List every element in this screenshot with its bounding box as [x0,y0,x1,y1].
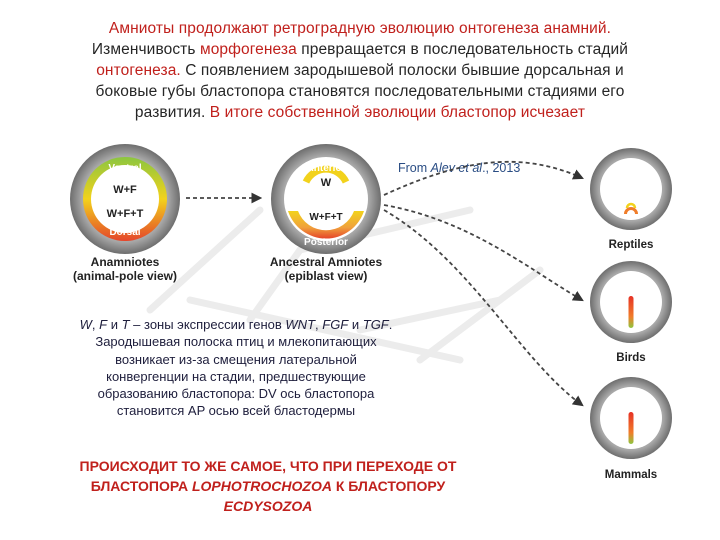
header-l1: Амниоты продолжают ретроградную эволюцию онтогенеза анамний. [108,20,612,37]
conclusion-l2b: LOPHOTROCHOZOA [191,478,332,494]
header-l2a: Изменчивость [91,41,200,58]
header-l3a: онтогенеза. [96,62,181,79]
source-prefix: From [398,161,431,175]
mid-c5: и [348,317,363,332]
amniote-w-label: W [320,177,332,189]
explanation-line-2: Зародышевая полоска птиц и млекопитающих [95,334,377,350]
header-l2c: превращается в последовательность стадий [296,41,629,58]
amniote-caption [251,255,401,283]
anamniote-caption [55,255,195,283]
conclusion-line-3: ECDYSOZOA [223,498,313,514]
anamniote-wf-label: W+F [113,184,137,196]
amniote-bottom-label: Posterior [304,237,348,248]
mid-c4: , [315,317,323,332]
mid-f: F [99,317,108,332]
amniote-top-label: Anterior [306,163,346,174]
mammals-embryo [590,377,672,459]
arrow-to-reptiles [384,162,582,195]
amniote-caption-1: Ancestral Amniotes [269,255,383,269]
explanation-line-6: становится AP осью всей бластодермы [116,403,356,419]
header-l5b: В итоге собственной эволюции бластопор исчезает [209,104,586,121]
mid-tgf: TGF [362,317,389,332]
conclusion-l2a: БЛАСТОПОРА [90,478,192,494]
birds-caption: Birds [616,352,646,364]
header-l4: боковые губы бластопора становятся последовательными стадиями его [95,83,625,100]
explanation-line-4: конвергенции на стадии, предшествующие [106,368,366,384]
source-suffix: ., 2013 [482,161,521,175]
amniote-caption-2: (epiblast view) [284,269,368,283]
anamniote-bottom-label: Dorsal [109,227,141,238]
mammals-caption: Mammals [604,469,658,481]
header-l5a: развития. [134,104,210,121]
anamniote-embryo [70,144,180,254]
conclusion-line-2 [18,476,518,496]
explanation-line-1 [26,316,446,333]
explanation-line-3: возникает из-за смещения латеральной [115,351,357,367]
reptiles-embryo [590,148,672,230]
mid-w: W [79,317,92,332]
conclusion-l2c: К БЛАСТОПОРУ [331,478,446,494]
mid-c6: . [388,317,393,332]
source-author: Alev et al [430,161,483,175]
mid-c3: – зоны экспрессии генов [129,317,286,332]
mid-wnt: WNT [285,317,316,332]
anamniote-caption-2: (animal-pole view) [72,269,178,283]
header-l2b: морфогенеза [199,41,297,58]
mid-fgf: FGF [322,317,349,332]
anamniote-top-label: Ventral [108,163,142,174]
explanation-text [26,316,446,420]
mid-c1: , [91,317,100,332]
mid-t: T [121,317,130,332]
anamniote-caption-1: Anamniotes [90,255,160,269]
mid-c2: и [107,317,122,332]
conclusion-text [18,456,518,516]
arrow-to-birds [384,205,582,300]
header-l3b: С появлением зародышевой полоски бывшие дорсальная и [180,62,624,79]
amniote-embryo [271,144,381,254]
explanation-line-5: образованию бластопора: DV ось бластопора [97,386,375,402]
anamniote-wft-label: W+F+T [106,208,144,220]
amniote-wft-label: W+F+T [309,212,343,223]
conclusion-line-1: ПРОИСХОДИТ ТО ЖЕ САМОЕ, ЧТО ПРИ ПЕРЕХОДЕ ОТ [79,458,457,474]
reptiles-caption: Reptiles [608,239,654,251]
birds-embryo [590,261,672,343]
